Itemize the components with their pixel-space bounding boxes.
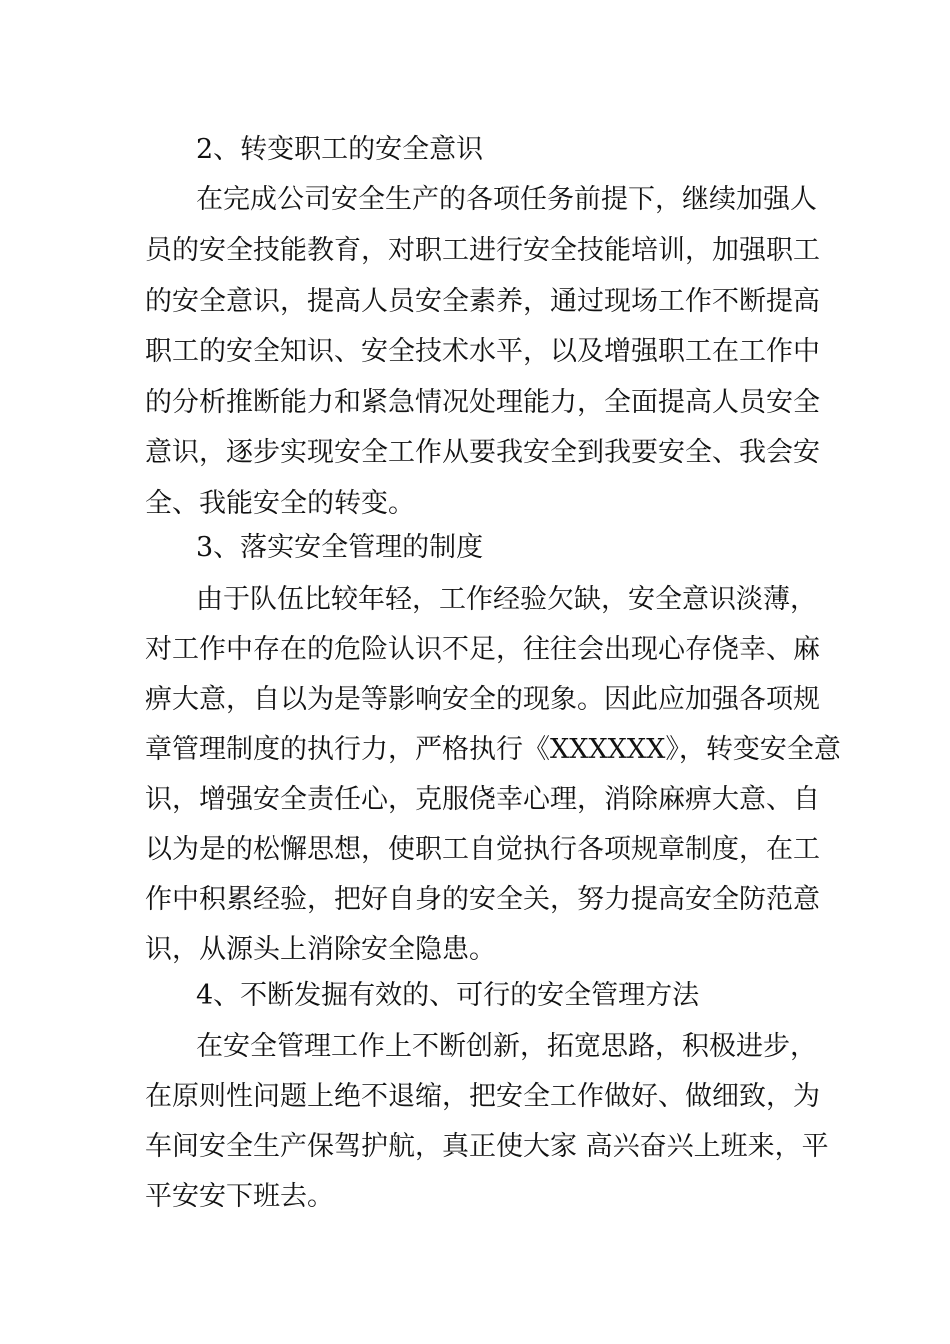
paragraph-line: 的分析推断能力和紧急情况处理能力，全面提高人员安全	[145, 387, 820, 418]
paragraph-line: 由于队伍比较年轻，工作经验欠缺，安全意识淡薄，	[196, 584, 817, 615]
paragraph-line: 的安全意识，提高人员安全素养，通过现场工作不断提高	[145, 286, 820, 317]
paragraph-line: 平安安下班去。	[145, 1181, 334, 1212]
section-heading: 4、不断发掘有效的、可行的安全管理方法	[196, 980, 700, 1011]
paragraph-line: 意识，逐步实现安全工作从要我安全到我要安全、我会安	[145, 437, 820, 468]
section-heading: 2、转变职工的安全意识	[196, 134, 484, 165]
paragraph-line: 在原则性问题上绝不退缩，把安全工作做好、做细致，为	[145, 1081, 820, 1112]
section-heading: 3、落实安全管理的制度	[196, 532, 484, 563]
paragraph-line: 以为是的松懈思想，使职工自觉执行各项规章制度，在工	[145, 834, 820, 865]
paragraph-line: 章管理制度的执行力，严格执行《XXXXXX》，转变安全意	[145, 734, 841, 765]
paragraph-line: 痹大意，自以为是等影响安全的现象。因此应加强各项规	[145, 684, 820, 715]
paragraph-line: 对工作中存在的危险认识不足，往往会出现心存侥幸、麻	[145, 634, 820, 665]
paragraph-line: 作中积累经验，把好自身的安全关，努力提高安全防范意	[145, 884, 820, 915]
paragraph-line: 在安全管理工作上不断创新，拓宽思路，积极进步，	[196, 1031, 817, 1062]
paragraph-line: 职工的安全知识、安全技术水平，以及增强职工在工作中	[145, 336, 820, 367]
paragraph-line: 全、我能安全的转变。	[145, 488, 415, 519]
paragraph-line: 识，从源头上消除安全隐患。	[145, 934, 496, 965]
paragraph-line: 车间安全生产保驾护航，真正使大家 高兴奋兴上班来，平	[145, 1131, 829, 1162]
paragraph-line: 在完成公司安全生产的各项任务前提下，继续加强人	[196, 184, 817, 215]
paragraph-line: 识，增强安全责任心，克服侥幸心理，消除麻痹大意、自	[145, 784, 820, 815]
paragraph-line: 员的安全技能教育，对职工进行安全技能培训，加强职工	[145, 235, 820, 266]
